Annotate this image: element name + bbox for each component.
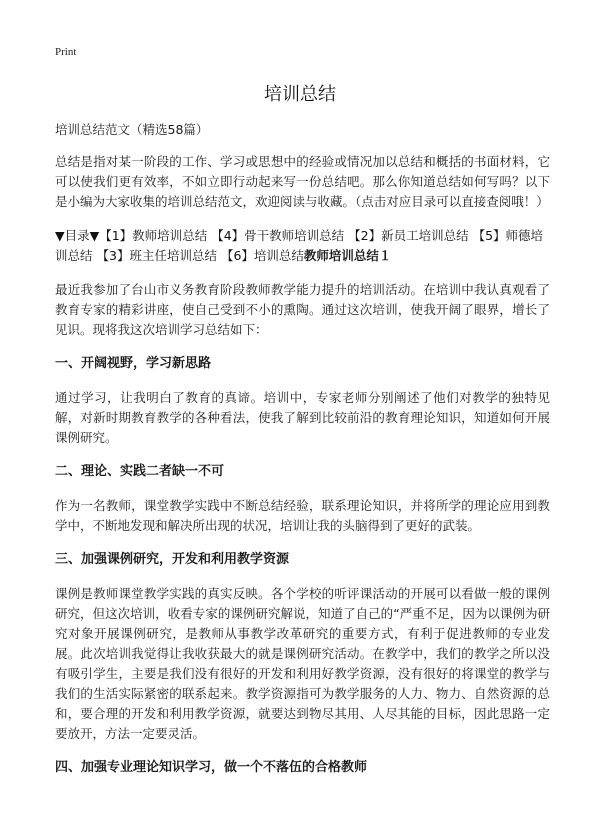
toc-item-teacher-training[interactable]: 【1】教师培训总结 [99, 228, 208, 243]
page-title: 培训总结 [264, 84, 336, 105]
print-link[interactable]: Print [55, 46, 77, 58]
section-body-2: 作为一名教师，课堂教学实践中不断总结经验，联系理论知识，并将所学的理论应用到教学中，不断地发现和解决所出现的状况，培训让我的头脑得到了更好的武装。 [55, 498, 550, 533]
toc-label: ▼目录▼ [55, 228, 100, 243]
section-heading-3: 三、加强课例研究，开发和利用教学资源 [55, 552, 290, 567]
table-of-contents [55, 226, 550, 266]
section-body-3: 课例是教师课堂教学实践的真实反映。各个学校的听评课活动的开展可以看做一般的课例研究，但这次培训，收看专家的课例研究解说，知道了自己的“严重不足，因为以课例为研究对象开展课例研究，是教师从事教学改革研究的重要方式，有利于促进教师的专业发展。此次培训我觉得让我收获最大的就是课例研究活动。在教学中，我们的教学之所以没有吸引学生，主要是我们没有很好的开发和利用好教学资源，没有很好的将课堂的教学与我们的生活实际紧密的联系起来。教学资源指可为教学服务的人力、物力、自然资源的总和，要合理的开发和利用教学资源，就要达到物尽其用、人尽其能的目标，因此思路一定要放开，方法一定要灵活。 [55, 586, 550, 741]
section-body-1: 通过学习，让我明白了教育的真谛。培训中，专家老师分别阐述了他们对教学的独特见解，对新时期教育教学的各种看法，使我了解到比较前沿的教育理论知识，知道如何开展课例研究。 [55, 390, 550, 445]
article-body [55, 120, 550, 792]
current-section-label: 教师培训总结１ [303, 248, 392, 263]
toc-item-training-summary[interactable]: 【6】培训总结 [220, 248, 304, 263]
article-subtitle: 培训总结范文（精选58篇） [55, 122, 209, 137]
section-heading-1: 一、开阔视野，学习新思路 [55, 356, 212, 371]
section-heading-2: 二、理论、实践二者缺一不可 [55, 464, 225, 479]
intro-paragraph: 总结是指对某一阶段的工作、学习或思想中的经验或情况加以总结和概括的书面材料，它可以使我们更有效率，不如立即行动起来写一份总结吧。那么你知道总结如何写吗？以下是小编为大家收集的培训总结范文，欢迎阅读与收藏。（点击对应目录可以直接查阅哦！） [55, 154, 550, 209]
toc-item-new-employee-training[interactable]: 【2】新员工培训总结 [348, 228, 469, 243]
toc-item-ethics-training[interactable]: 【5】师德培训总结 [55, 228, 544, 263]
toc-item-key-teacher-training[interactable]: 【4】骨干教师培训总结 [211, 228, 345, 243]
section-heading-4: 四、加强专业理论知识学习，做一个不落伍的合格教师 [55, 760, 368, 775]
toc-item-class-teacher-training[interactable]: 【3】班主任培训总结 [96, 248, 217, 263]
opening-paragraph: 最近我参加了台山市义务教育阶段教师教学能力提升的培训活动。在培训中我认真观看了教育专家的精彩讲座，使自己受到不小的熏陶。通过这次培训，使我开阔了眼界，增长了见识。现将我这次培训学习总结如下： [55, 282, 550, 337]
